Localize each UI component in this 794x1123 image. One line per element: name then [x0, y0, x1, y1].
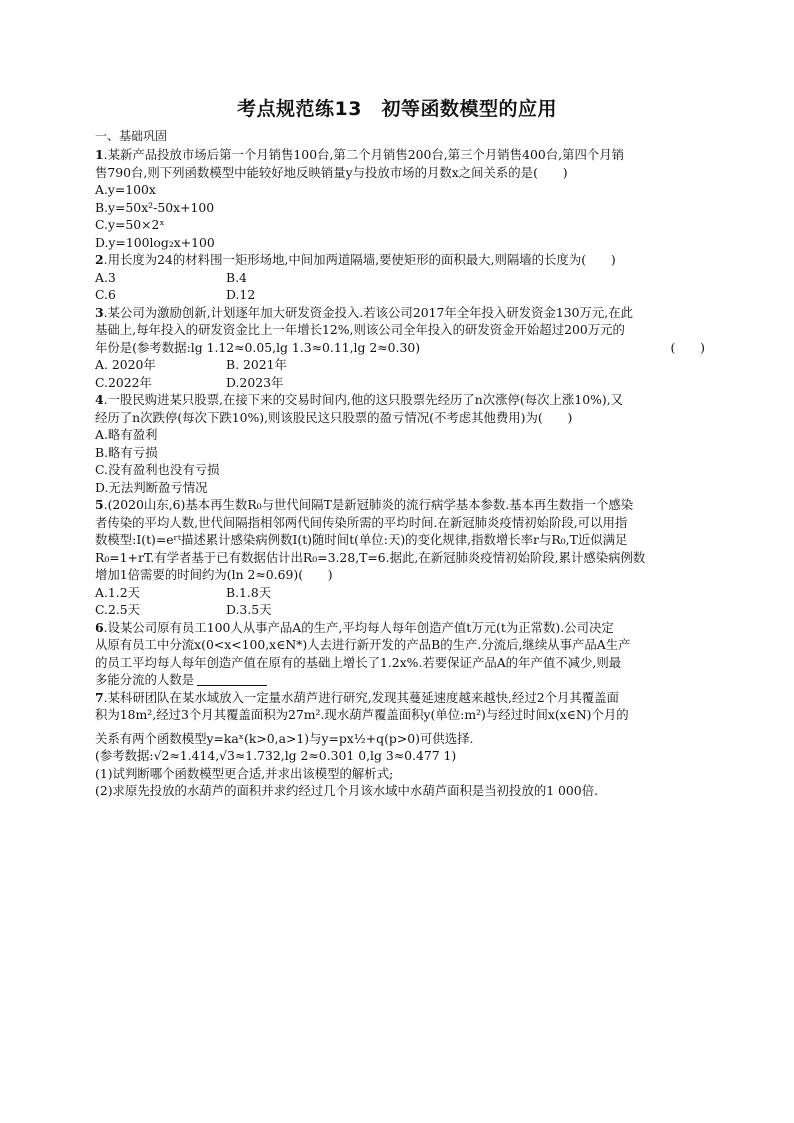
option-c: C.2.5天	[95, 602, 141, 617]
option-d: D.3.5天	[226, 602, 272, 617]
question-text-line: 的员工平均每人每年创造产值在原有的基础上增长了1.2x%.若要保证产品A的年产值不减少,则最	[95, 654, 622, 670]
options-row	[95, 374, 705, 392]
question-list	[95, 146, 705, 800]
question-number: 7	[95, 689, 104, 705]
option-d: D.无法判断盈亏情况	[95, 479, 208, 495]
question-text-line: .某公司为激励创新,计划逐年加大研发资金投入.若该公司2017年全年投入研发资金130万元,在此	[103, 304, 634, 320]
question-text-line: .设某公司原有员工100人从事产品A的生产,平均每人每年创造产值t万元(t为正常数).公司决定	[103, 619, 614, 635]
option-d: D.y=100log₂x+100	[95, 234, 215, 250]
question-text-line: 关系有两个函数模型y=kaˣ(k>0,a>1)与y=px½+q(p>0)可供选择.	[95, 730, 474, 746]
option-a: A. 2020年	[95, 357, 156, 372]
question-text-line: 售790台,则下列函数模型中能较好地反映销量y与投放市场的月数x之间关系的是( )	[95, 164, 568, 180]
question-number: 2	[95, 252, 104, 267]
question-1	[95, 146, 705, 251]
option-a: A.y=100x	[95, 182, 156, 197]
question-number: 1	[95, 147, 104, 162]
question-text-line: (2)求原先投放的水葫芦的面积并求约经过几个月该水域中水葫芦面积是当初投放的1 000倍.	[95, 783, 599, 798]
question-text-line: 多能分流的人数是	[95, 672, 195, 687]
section-heading: 一、基础巩固	[95, 129, 168, 143]
question-2	[95, 251, 705, 304]
question-text-line: (1)试判断哪个函数模型更合适,并求出该模型的解析式;	[95, 765, 394, 781]
question-5	[95, 496, 705, 619]
option-c: C.y=50×2ˣ	[95, 217, 165, 232]
option-a: A.1.2天	[95, 584, 140, 600]
question-number: 3	[95, 304, 104, 320]
option-b: B.y=50x²-50x+100	[95, 199, 215, 215]
option-c: C.2022年	[95, 374, 152, 390]
question-text-line: .(2020山东,6)基本再生数R₀与世代间隔T是新冠肺炎的流行病学基本参数.基本再生数指一个感染	[103, 497, 634, 512]
question-text-line: 年份是(参考数据:lg 1.12≈0.05,lg 1.3≈0.11,lg 2≈0.30)	[95, 339, 421, 355]
option-b: B.1.8天	[226, 584, 272, 600]
question-text-line: .一股民购进某只股票,在接下来的交易时间内,他的这只股票先经历了n次涨停(每次上涨10%),又	[103, 392, 624, 407]
option-b: B. 2021年	[226, 357, 287, 372]
answer-blank[interactable]	[197, 672, 267, 686]
question-text-line: .某科研团队在某水域放入一定量水葫芦进行研究,发现其蔓延速度越来越快,经过2个月其覆盖面	[103, 689, 619, 705]
option-d: D.2023年	[226, 374, 284, 390]
question-text-line: 积为18m²,经过3个月其覆盖面积为27m².现水葫芦覆盖面积y(单位:m²)与经过时间x(x∈N)个月的	[95, 707, 629, 722]
option-c: C.没有盈利也没有亏损	[95, 462, 220, 477]
question-text-line: 经历了n次跌停(每次下跌10%),则该股民这只股票的盈亏情况(不考虑其他费用)为( )	[95, 409, 573, 425]
question-text-line: 者传染的平均人数,世代间隔指相邻两代间传染所需的平均时间.在新冠肺炎疫情初始阶段,可以用指	[95, 514, 628, 530]
question-number: 4	[95, 392, 104, 407]
options-row	[95, 356, 705, 374]
question-text-line: .用长度为24的材料围一矩形场地,中间加两道隔墙,要使矩形的面积最大,则隔墙的长度为( )	[103, 252, 616, 267]
question-number: 6	[95, 619, 104, 635]
question-text-line: 数模型:I(t)=eʳᵗ描述累计感染病例数I(t)随时间t(单位:天)的变化规律,指数增长率r与R₀,T近似满足	[95, 532, 628, 547]
question-6	[95, 619, 705, 689]
option-b: B.略有亏损	[95, 444, 158, 460]
option-a: A.略有盈利	[95, 427, 158, 442]
option-c: C.6	[95, 287, 116, 302]
question-text-line: (参考数据:√2≈1.414,√3≈1.732,lg 2≈0.301 0,lg 3≈0.477 1)	[95, 748, 457, 763]
question-7	[95, 689, 705, 800]
option-a: A.3	[95, 269, 116, 285]
question-text-line: 从原有员工中分流x(0<x<100,x∈N*)人去进行新开发的产品B的生产.分流后,继续从事产品A生产	[95, 637, 631, 652]
question-number: 5	[95, 497, 104, 512]
question-3	[95, 304, 705, 392]
options-row	[95, 286, 705, 304]
question-text-line: .某新产品投放市场后第一个月销售100台,第二个月销售200台,第三个月销售400台,第四个月销	[103, 147, 625, 162]
options-row	[95, 601, 705, 619]
options-row	[95, 269, 705, 287]
question-text-line: R₀=1+rT.有学者基于已有数据估计出R₀=3.28,T=6.据此,在新冠肺炎疫情初始阶段,累计感染病例数	[95, 549, 646, 565]
question-text-line: 增加1倍需要的时间约为(ln 2≈0.69)( )	[95, 567, 333, 582]
question-4	[95, 391, 705, 496]
question-text-line: 基础上,每年投入的研发资金比上一年增长12%,则该公司全年投入的研发资金开始超过200万元的	[95, 322, 625, 337]
option-b: B.4	[226, 269, 247, 285]
page-title: 考点规范练13 初等函数模型的应用	[237, 98, 557, 120]
options-row	[95, 584, 705, 602]
option-d: D.12	[226, 287, 256, 302]
answer-parentheses: ( )	[670, 339, 705, 355]
